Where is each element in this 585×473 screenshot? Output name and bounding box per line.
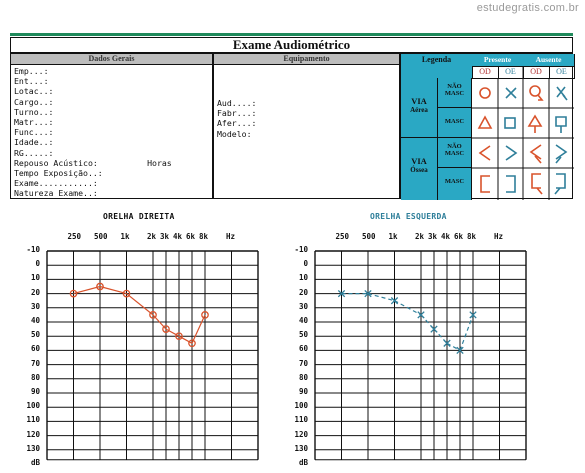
- freq-label: 1k: [120, 232, 130, 241]
- db-label: 10: [30, 273, 40, 283]
- db-label: 60: [298, 344, 308, 354]
- freq-label: Hz: [226, 232, 236, 241]
- db-label: 100: [26, 401, 40, 411]
- db-label: 20: [298, 287, 308, 297]
- series-line-segment: [460, 315, 473, 351]
- dados-field: RG.....:: [14, 147, 54, 158]
- db-label: 130: [26, 443, 40, 453]
- db-label: dB: [30, 458, 40, 467]
- equipamento-field: Modelo:: [217, 128, 252, 139]
- db-label: 70: [30, 358, 40, 368]
- freq-label: 500: [94, 232, 108, 241]
- legend-via-ossea: VIA Óssea: [401, 138, 438, 200]
- db-label: -10: [26, 245, 40, 254]
- dados-field: Exame...........:: [14, 178, 98, 189]
- legend-nao-masc-aerea: NÃO MASC: [438, 78, 472, 108]
- legend-oe-ausente: OE: [549, 66, 575, 79]
- freq-label: 4k: [441, 232, 451, 241]
- dados-field: Cargo..:: [14, 96, 54, 107]
- db-label: 0: [35, 259, 40, 269]
- db-label: 0: [303, 259, 308, 269]
- db-label: 120: [294, 429, 308, 439]
- freq-label: 3k: [160, 232, 170, 241]
- legend-od: OD: [472, 66, 499, 79]
- series-line-segment: [127, 294, 154, 315]
- db-label: 80: [298, 372, 308, 382]
- db-label: 50: [30, 330, 40, 340]
- legend-header: Legenda: [401, 54, 473, 79]
- db-label: 110: [294, 415, 308, 425]
- dados-field: Natureza Exame..:: [14, 188, 98, 199]
- freq-label: 500: [362, 232, 376, 241]
- dados-field: Lotac..:: [14, 86, 54, 97]
- db-label: 90: [30, 387, 40, 396]
- db-label: 80: [30, 372, 40, 382]
- db-label: dB: [298, 458, 308, 467]
- series-line-segment: [74, 287, 101, 294]
- series-line-segment: [100, 287, 127, 294]
- db-label: 40: [30, 316, 40, 325]
- db-label: 130: [294, 443, 308, 453]
- freq-label: 1k: [388, 232, 398, 241]
- watermark: estudegratis.com.br: [476, 2, 579, 14]
- ear-title-left: ORELHA ESQUERDA: [370, 212, 447, 221]
- dados-field: Emp...:: [14, 66, 49, 76]
- db-label: 50: [298, 330, 308, 340]
- db-label: 20: [30, 287, 40, 297]
- freq-label: 8k: [199, 232, 209, 241]
- dados-gerais-header: Dados Gerais: [11, 54, 212, 65]
- freq-label: 250: [335, 232, 350, 241]
- legend-masc-aerea: MASC: [438, 108, 472, 138]
- dados-field: Tempo Exposição..:: [14, 168, 103, 179]
- db-label: -10: [294, 245, 308, 254]
- db-label: 70: [298, 358, 308, 368]
- db-label: 30: [298, 301, 308, 311]
- page-title: Exame Audiométrico: [10, 37, 573, 53]
- freq-label: 6k: [186, 232, 196, 241]
- legend-nao-masc-ossea: NÃO MASC: [438, 138, 472, 168]
- db-label: 100: [294, 401, 308, 411]
- freq-label: 4k: [173, 232, 183, 241]
- legend-via-aerea: VIA Aérea: [401, 78, 438, 138]
- series-line-segment: [368, 294, 395, 301]
- legend-ausente: Ausente: [523, 54, 575, 67]
- dados-field: Idade..:: [14, 137, 54, 148]
- db-label: 110: [26, 415, 40, 425]
- equipamento-field: Aud....:: [217, 98, 257, 108]
- dados-field: Ent...:: [14, 76, 49, 87]
- ear-title-right: ORELHA DIREITA: [103, 212, 175, 221]
- dados-field: Repouso Acústico: Horas: [14, 157, 172, 168]
- freq-label: 6k: [454, 232, 464, 241]
- db-label: 60: [30, 344, 40, 354]
- db-label: 90: [298, 387, 308, 396]
- db-label: 30: [30, 301, 40, 311]
- legend-masc-ossea: MASC: [438, 168, 472, 200]
- freq-label: 250: [67, 232, 82, 241]
- db-label: 40: [298, 316, 308, 325]
- series-line-segment: [179, 336, 192, 343]
- legend-oe: OE: [498, 66, 524, 79]
- legend-od-ausente: OD: [523, 66, 550, 79]
- dados-field: Func...:: [14, 127, 54, 138]
- freq-label: 8k: [467, 232, 477, 241]
- equipamento-field: Fabr...:: [217, 108, 257, 119]
- dados-field: Matr...:: [14, 117, 54, 128]
- equipamento-field: Afer...:: [217, 118, 257, 129]
- freq-label: 3k: [428, 232, 438, 241]
- freq-label: 2k: [147, 232, 157, 241]
- db-label: 120: [26, 429, 40, 439]
- db-label: 10: [298, 273, 308, 283]
- legend-presente: Presente: [472, 54, 524, 67]
- series-line-segment: [192, 315, 205, 343]
- equipamento-header: Equipamento: [214, 54, 399, 65]
- dados-field: Turno..:: [14, 106, 54, 117]
- freq-label: Hz: [494, 232, 504, 241]
- freq-label: 2k: [415, 232, 425, 241]
- series-line-segment: [166, 329, 179, 336]
